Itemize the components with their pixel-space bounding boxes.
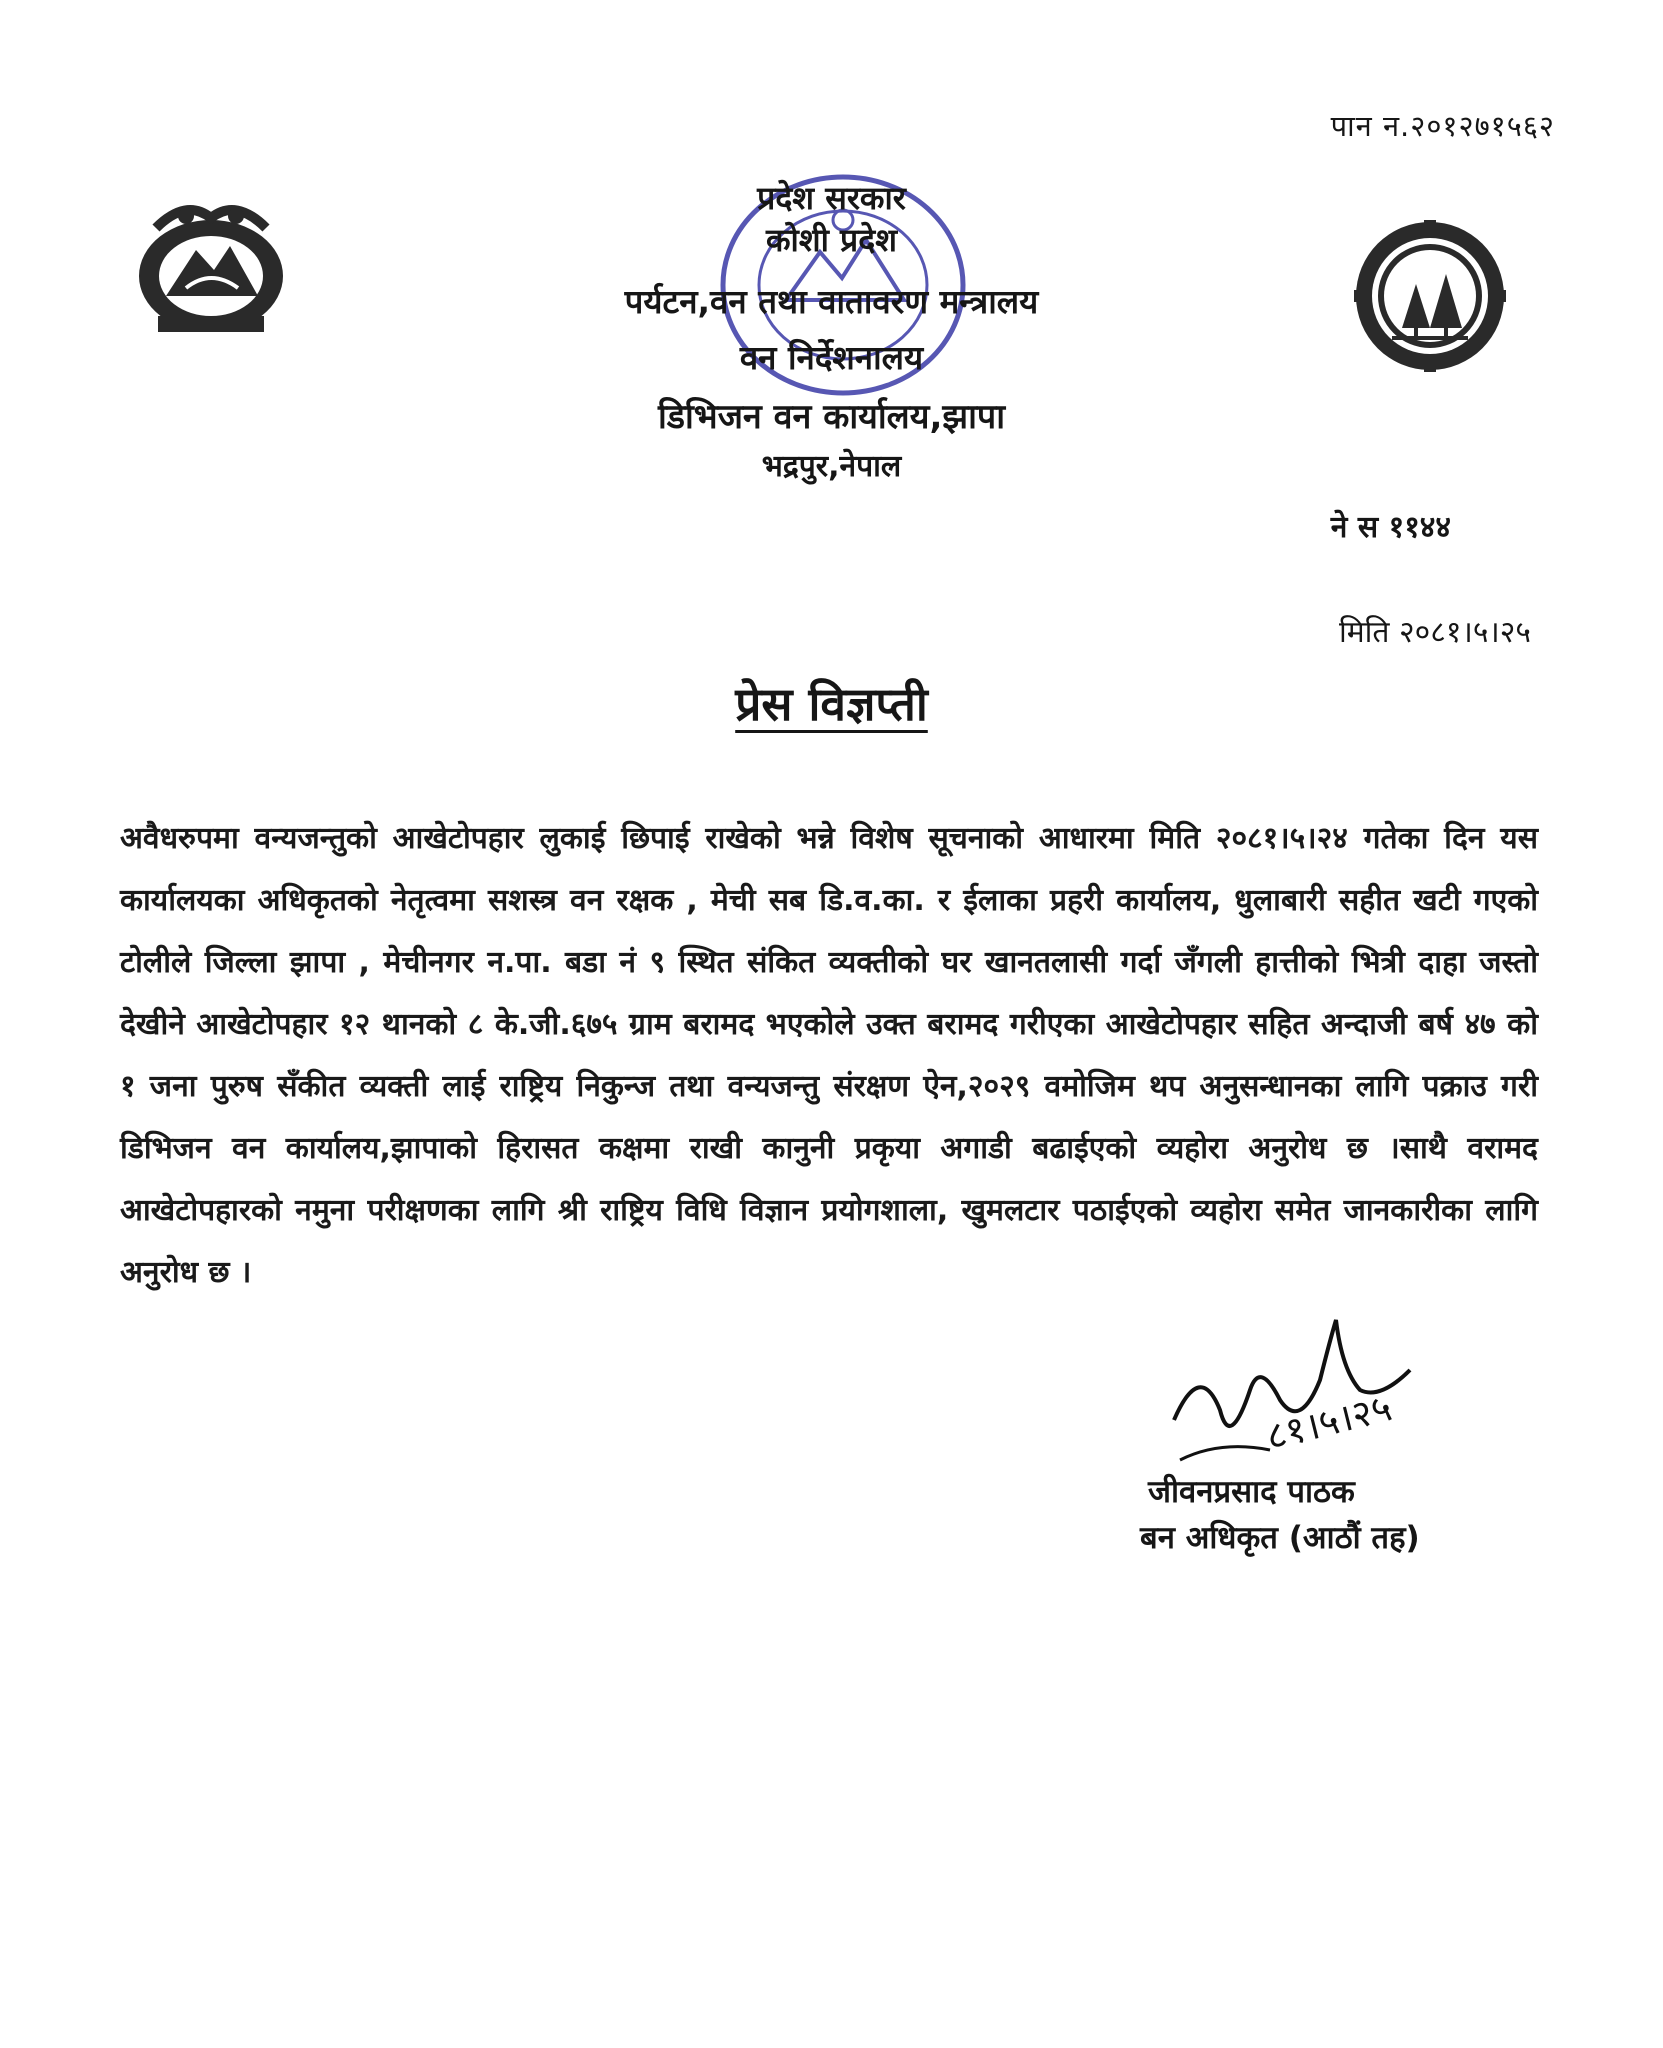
header-line-office: डिभिजन वन कार्यालय,झापा — [657, 397, 1005, 437]
document-title-text: प्रेस विज्ञप्ती — [735, 677, 928, 731]
reference-number: ने स ११४४ — [1330, 510, 1451, 545]
header-line-province: कोशी प्रदेश — [765, 221, 897, 259]
signatory-designation: बन अधिकृत (आठौं तह) — [1140, 1520, 1420, 1556]
pan-number: पान न.२०१२७१५६२ — [1330, 109, 1555, 143]
header-line-address: भद्रपुर,नेपाल — [761, 449, 902, 484]
header-line-state-government: प्रदेश सरकार — [757, 179, 906, 217]
letter-date: मिति २०८१।५।२५ — [1338, 615, 1531, 650]
header-line-ministry: पर्यटन,वन तथा वातावरण मन्त्रालय — [624, 282, 1039, 321]
signatory-name: जीवनप्रसाद पाठक — [1148, 1474, 1355, 1510]
press-release-body: अवैधरुपमा वन्यजन्तुको आखेटोपहार लुकाई छिपाई राखेको भन्ने विशेष सूचनाको आधारमा मिति २०८१।५।२४ गतेका दिन यस कार्यालयका अधिकृतको नेतृत्वमा सशस्त्र वन रक्षक , मेची सब डि.व.का. र ईलाका प्रहरी कार्यालय, धुलाबारी सहीत खटी गएको टोलीले जिल्ला झापा , मेचीनगर न.पा. बडा नं ९ स्थित संकित व्यक्तीको घर खानतलासी गर्दा जँगली हात्तीको भित्री दाहा जस्तो देखीने आखेटोपहार १२ थानको ८ के.जी.६७५ ग्राम बरामद भएकोले उक्त बरामद गरीएका आखेटोपहार सहित अन्दाजी बर्ष ४७ को १ जना पुरुष सँकीत व्यक्ती लाई राष्ट्रिय निकुन्ज तथा वन्यजन्तु संरक्षण ऐन,२०२९ वमोजिम थप अनुसन्धानका लागि पक्राउ गरी डिभिजन वन कार्यालय,झापाको हिरासत कक्षमा राखी कानुनी प्रकृया अगाडी बढाईएको व्यहोरा अनुरोध छ ।साथै वरामद आखेटोपहारको नमुना परीक्षणका लागि श्री राष्ट्रिय विधि विज्ञान प्रयोगशाला, खुमलटार पठाईएको व्यहोरा समेत जानकारीका लागि अनुरोध छ । — [120, 821, 1538, 1290]
document-title — [0, 672, 1663, 734]
header-line-directorate: वन निर्देशनालय — [739, 338, 924, 377]
handwritten-signature-icon — [1160, 1300, 1450, 1490]
handwritten-date: ८१।५।२५ — [1261, 1385, 1396, 1459]
